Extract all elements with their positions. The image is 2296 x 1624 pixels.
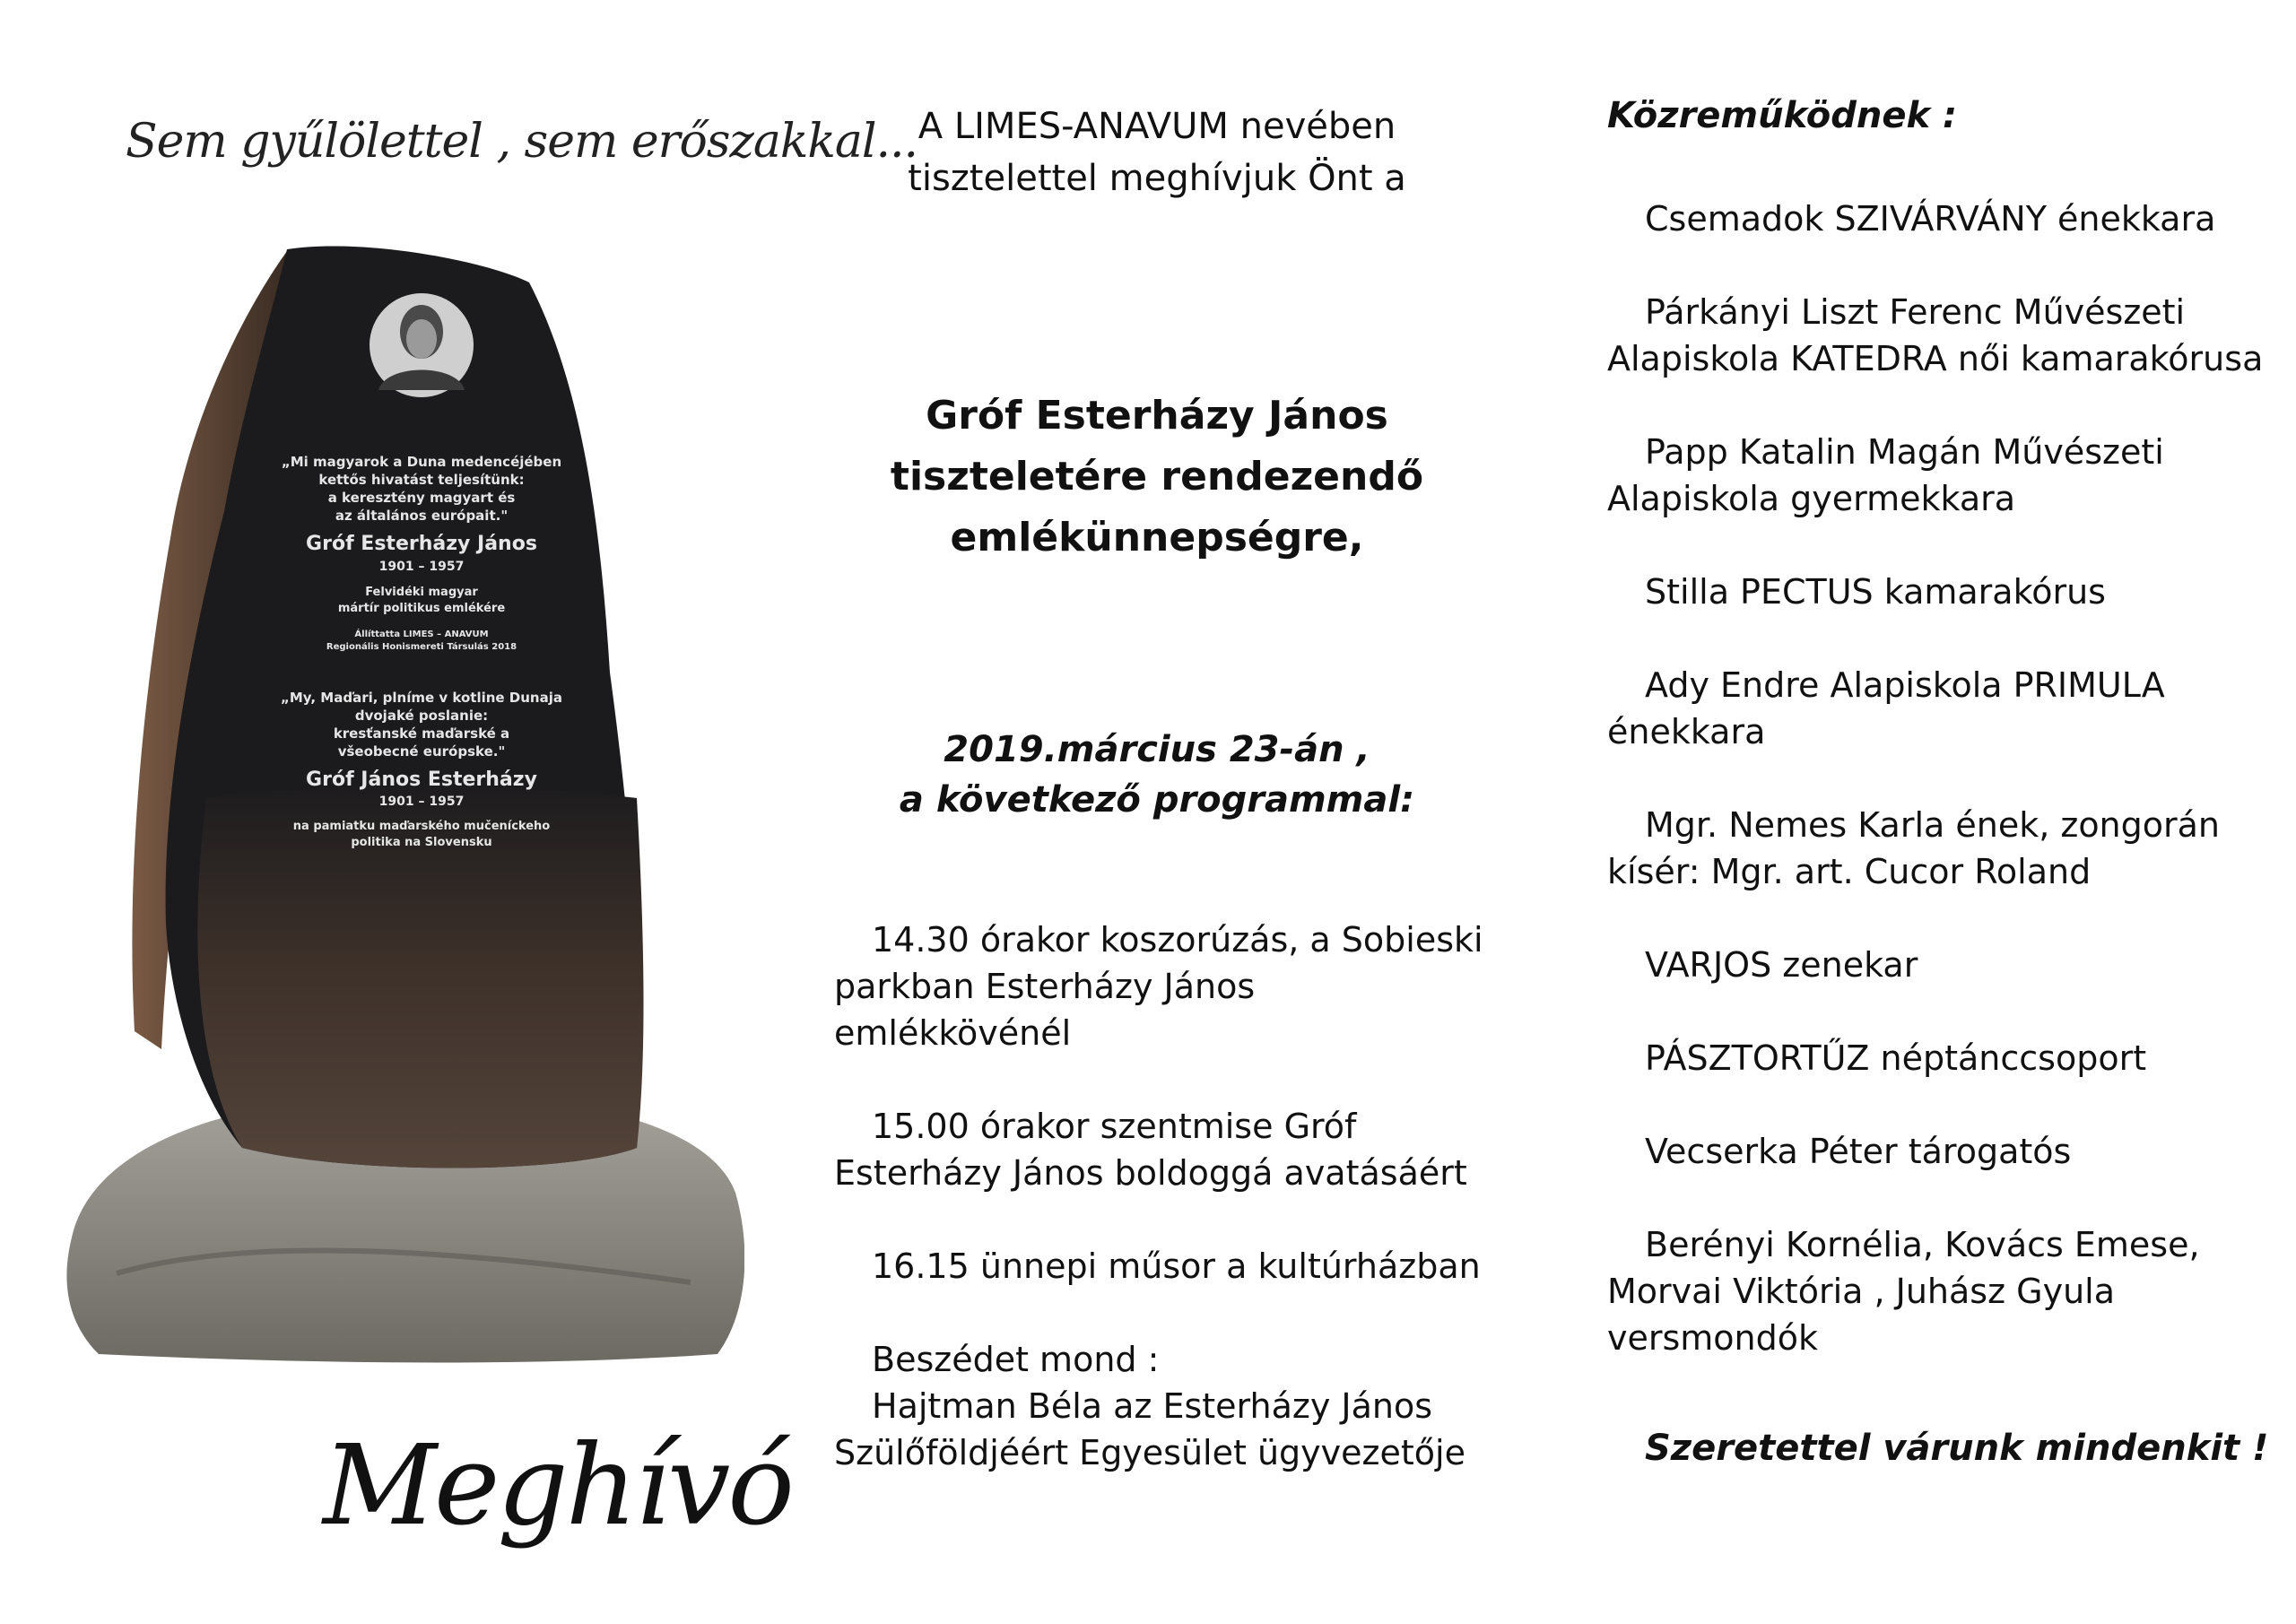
- performers-list: [1607, 195, 2289, 1408]
- plaque-hu-name: Gróf Esterházy János: [306, 533, 537, 555]
- plaque-sk-quote-2: dvojaké poslanie:: [354, 708, 489, 724]
- plaque-hu-quote-1: „Mi magyarok a Duna medencéjében: [281, 454, 562, 470]
- performer-item: [1607, 1035, 2289, 1081]
- performers-heading: Közreműködnek :: [1607, 95, 1957, 136]
- date-line: 2019.március 23-án ,: [944, 729, 1370, 770]
- plaque-sk-dedication-1: na pamiatku maďarského mučeníckeho: [292, 820, 551, 833]
- performer-line: Morvai Viktória , Juhász Gyula: [1607, 1272, 2115, 1311]
- performer-line: versmondók: [1607, 1318, 1819, 1358]
- plaque-hu-erected-2: Regionális Honismereti Társulás 2018: [326, 642, 517, 652]
- plaque-sk-quote-4: všeobecné európske.": [337, 743, 506, 760]
- intro-line: A LIMES-ANAVUM nevében: [918, 106, 1396, 147]
- program-line: Esterházy János boldoggá avatásáért: [834, 1153, 1467, 1193]
- performer-line: PÁSZTORTŰZ néptánccsoport: [1645, 1038, 2147, 1078]
- plaque-hu-quote-2: kettős hivatást teljesítünk:: [318, 472, 525, 488]
- program-line: 16.15 ünnepi műsor a kultúrházban: [872, 1246, 1481, 1286]
- program-line: 15.00 órakor szentmise Gróf: [872, 1107, 1357, 1146]
- title-line: tiszteletére rendezendő: [890, 454, 1424, 499]
- program-line: Hajtman Béla az Esterházy János: [872, 1386, 1433, 1426]
- invitation-heading: Meghívó: [323, 1421, 792, 1550]
- program-list: [834, 916, 1483, 1523]
- plaque-hu-dedication-2: mártír politikus emlékére: [337, 602, 506, 615]
- program-line: Szülőföldjéért Egyesület ügyvezetője: [834, 1433, 1465, 1472]
- left-column: [0, 0, 918, 1624]
- performer-item: [1607, 1221, 2289, 1361]
- performer-line: Alapiskola KATEDRA női kamarakórusa: [1607, 339, 2264, 378]
- intro-line: tisztelettel meghívjuk Önt a: [908, 158, 1406, 199]
- plaque-sk-name: Gróf János Esterházy: [306, 769, 537, 791]
- date-line: a következő programmal:: [899, 779, 1415, 821]
- performer-line: Ady Endre Alapiskola PRIMULA: [1645, 665, 2165, 705]
- performer-line: kísér: Mgr. art. Cucor Roland: [1607, 852, 2092, 891]
- program-item: [834, 1336, 1480, 1476]
- intro-text: [834, 100, 1480, 204]
- title-line: emlékünnepségre,: [950, 515, 1364, 560]
- performer-line: Berényi Kornélia, Kovács Emese,: [1645, 1225, 2200, 1264]
- program-line: 14.30 órakor koszorúzás, a Sobieski: [872, 920, 1483, 960]
- motto: Sem gyűlölettel , sem erőszakkal...: [126, 115, 918, 169]
- performer-item: [1607, 942, 2289, 988]
- performer-line: Mgr. Nemes Karla ének, zongorán: [1645, 805, 2221, 845]
- closing-text: Szeretettel várunk mindenkit !: [1645, 1428, 2269, 1469]
- event-title: [834, 386, 1480, 569]
- event-date: [834, 725, 1480, 825]
- program-item: [834, 916, 1483, 1056]
- program-item: [834, 1103, 1480, 1196]
- plaque-sk-quote-3: kresťanské maďarské a: [333, 725, 510, 742]
- performer-item: [1607, 429, 2289, 522]
- plaque-sk-quote-1: „My, Maďari, plníme v kotline Dunaja: [280, 690, 563, 706]
- performer-item: [1607, 662, 2289, 755]
- program-line: emlékkövénél: [834, 1013, 1072, 1053]
- memorial-stone-image: [63, 242, 744, 1372]
- performer-line: VARJOS zenekar: [1645, 945, 1918, 985]
- plaque-sk-dedication-2: politika na Slovensku: [351, 836, 492, 849]
- program-line: Beszédet mond :: [872, 1340, 1160, 1379]
- program-item: [834, 1243, 1480, 1290]
- plaque-sk-years: 1901 – 1957: [378, 795, 465, 809]
- title-line: Gróf Esterházy János: [926, 393, 1388, 439]
- performer-item: [1607, 289, 2289, 382]
- plaque-hu-quote-4: az általános európait.": [335, 508, 509, 524]
- plaque-hu-quote-3: a keresztény magyart és: [327, 490, 516, 506]
- performer-line: Papp Katalin Magán Művészeti: [1645, 432, 2164, 472]
- performer-line: Vecserka Péter tárogatós: [1645, 1132, 2072, 1171]
- plaque-hu-dedication-1: Felvidéki magyar: [365, 586, 478, 599]
- performer-line: Stilla PECTUS kamarakórus: [1645, 572, 2106, 612]
- performer-line: énekkara: [1607, 712, 1766, 751]
- performer-item: [1607, 1128, 2289, 1175]
- performer-item: [1607, 195, 2289, 242]
- performer-item: [1607, 802, 2289, 895]
- performer-item: [1607, 569, 2289, 615]
- plaque-hu-years: 1901 – 1957: [378, 560, 465, 574]
- performer-line: Csemadok SZIVÁRVÁNY énekkara: [1645, 199, 2216, 239]
- plaque-hu-erected-1: Állíttatta LIMES – ANAVUM: [354, 630, 489, 639]
- performer-line: Alapiskola gyermekkara: [1607, 479, 2016, 518]
- program-line: parkban Esterházy János: [834, 967, 1256, 1006]
- performer-line: Párkányi Liszt Ferenc Művészeti: [1645, 292, 2186, 332]
